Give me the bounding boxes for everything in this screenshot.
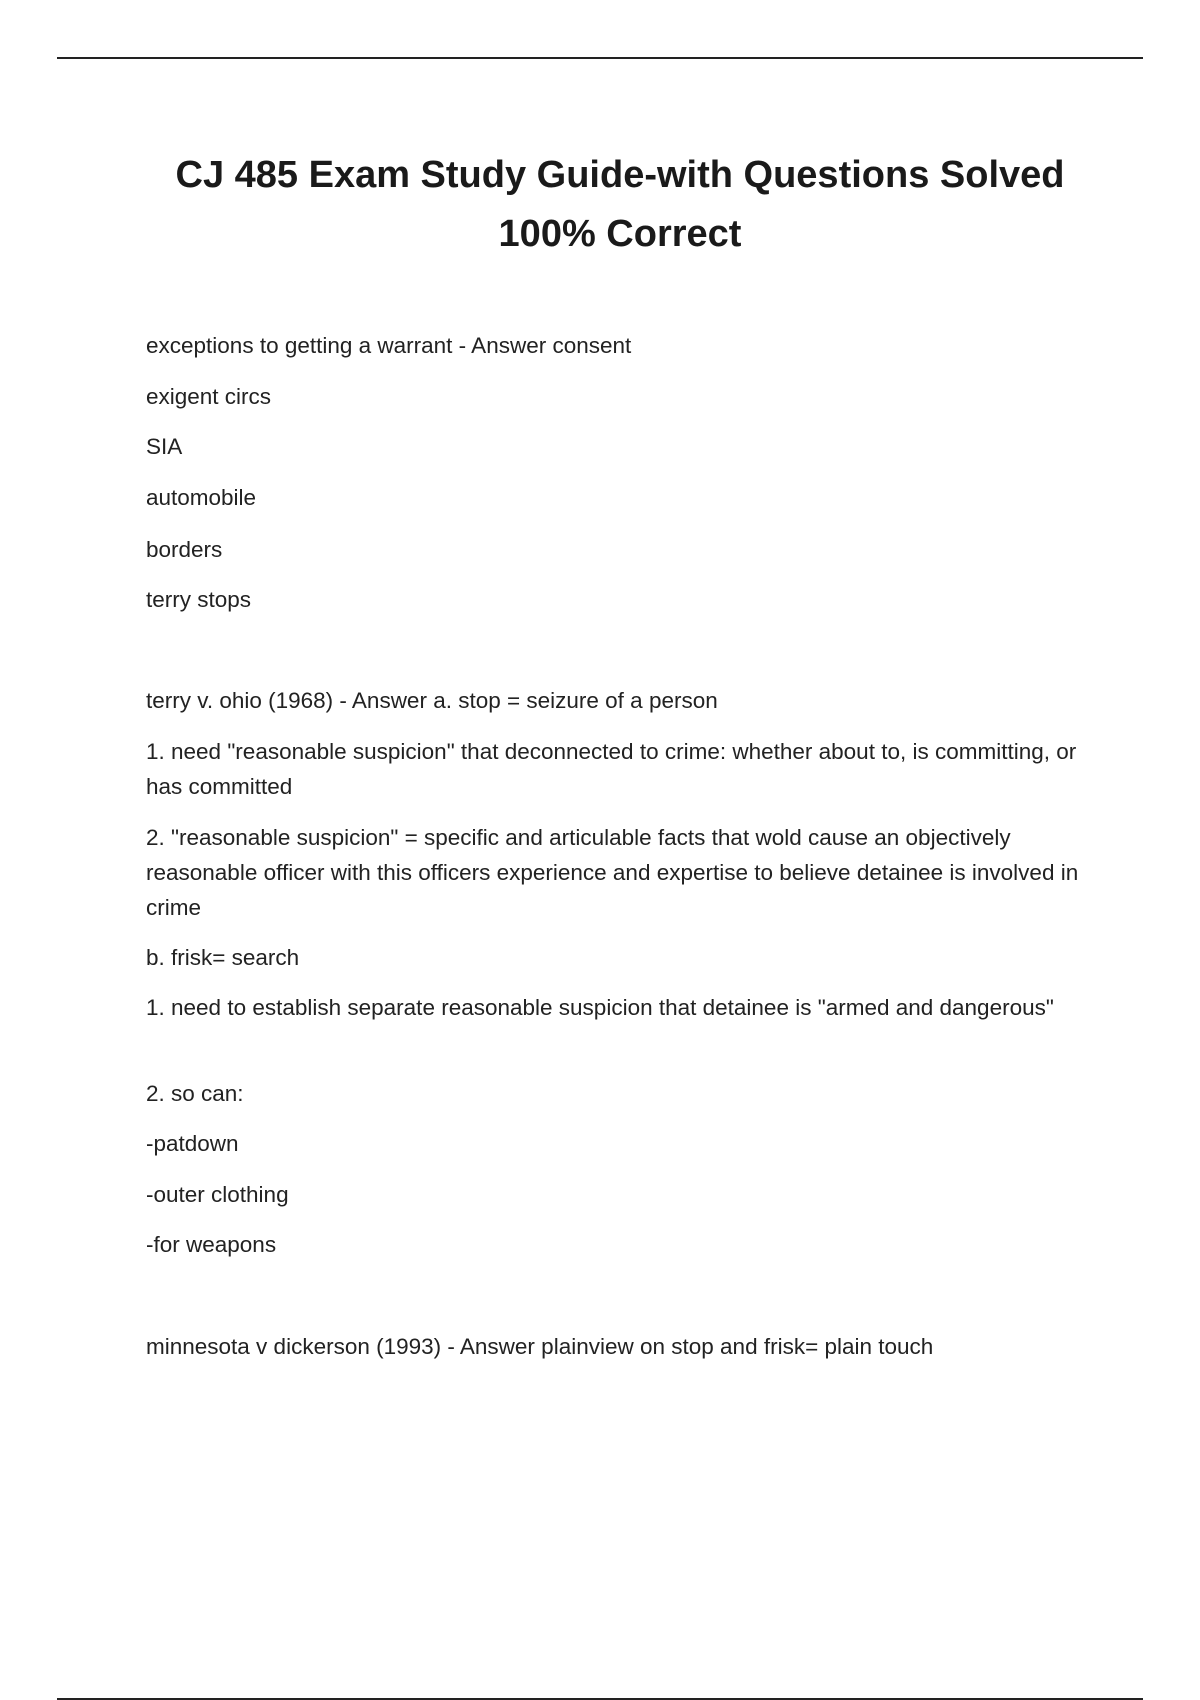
paragraph-armed-dangerous: 1. need to establish separate reasonable suspicion that detainee is "armed and dangerous" [146, 995, 1054, 1020]
paragraph-automobile: automobile [146, 485, 257, 510]
page-title-line-1: CJ 485 Exam Study Guide-with Questions Solved [175, 154, 1065, 196]
paragraph-exigent-circs: exigent circs [146, 384, 272, 409]
paragraph-reasonable-suspicion-need: 1. need "reasonable suspicion" that deconnected to crime: whether about to, is committing, or has committed [146, 739, 1077, 799]
paragraph-for-weapons: -for weapons [146, 1232, 277, 1257]
paragraph-outer-clothing: -outer clothing [146, 1182, 289, 1207]
paragraph-so-can: 2. so can: [146, 1081, 244, 1106]
paragraph-warrant-exceptions: exceptions to getting a warrant - Answer consent [146, 333, 632, 358]
paragraph-terry-stops: terry stops [146, 587, 252, 612]
paragraph-frisk-search: b. frisk= search [146, 945, 300, 970]
paragraph-reasonable-suspicion-definition: 2. "reasonable suspicion" = specific and articulable facts that wold cause an objectively reasonable officer with this officers experience and expertise to believe detainee is involved in crime [146, 825, 1079, 920]
page-title [100, 146, 1140, 264]
paragraph-terry-v-ohio: terry v. ohio (1968) - Answer a. stop = seizure of a person [146, 688, 718, 713]
page-title-line-2: 100% Correct [498, 213, 742, 255]
paragraph-borders: borders [146, 537, 223, 562]
paragraph-minnesota-v-dickerson: minnesota v dickerson (1993) - Answer plainview on stop and frisk= plain touch [146, 1334, 934, 1359]
top-rule [57, 57, 1143, 59]
paragraph-sia: SIA [146, 434, 183, 459]
paragraph-patdown: -patdown [146, 1131, 239, 1156]
